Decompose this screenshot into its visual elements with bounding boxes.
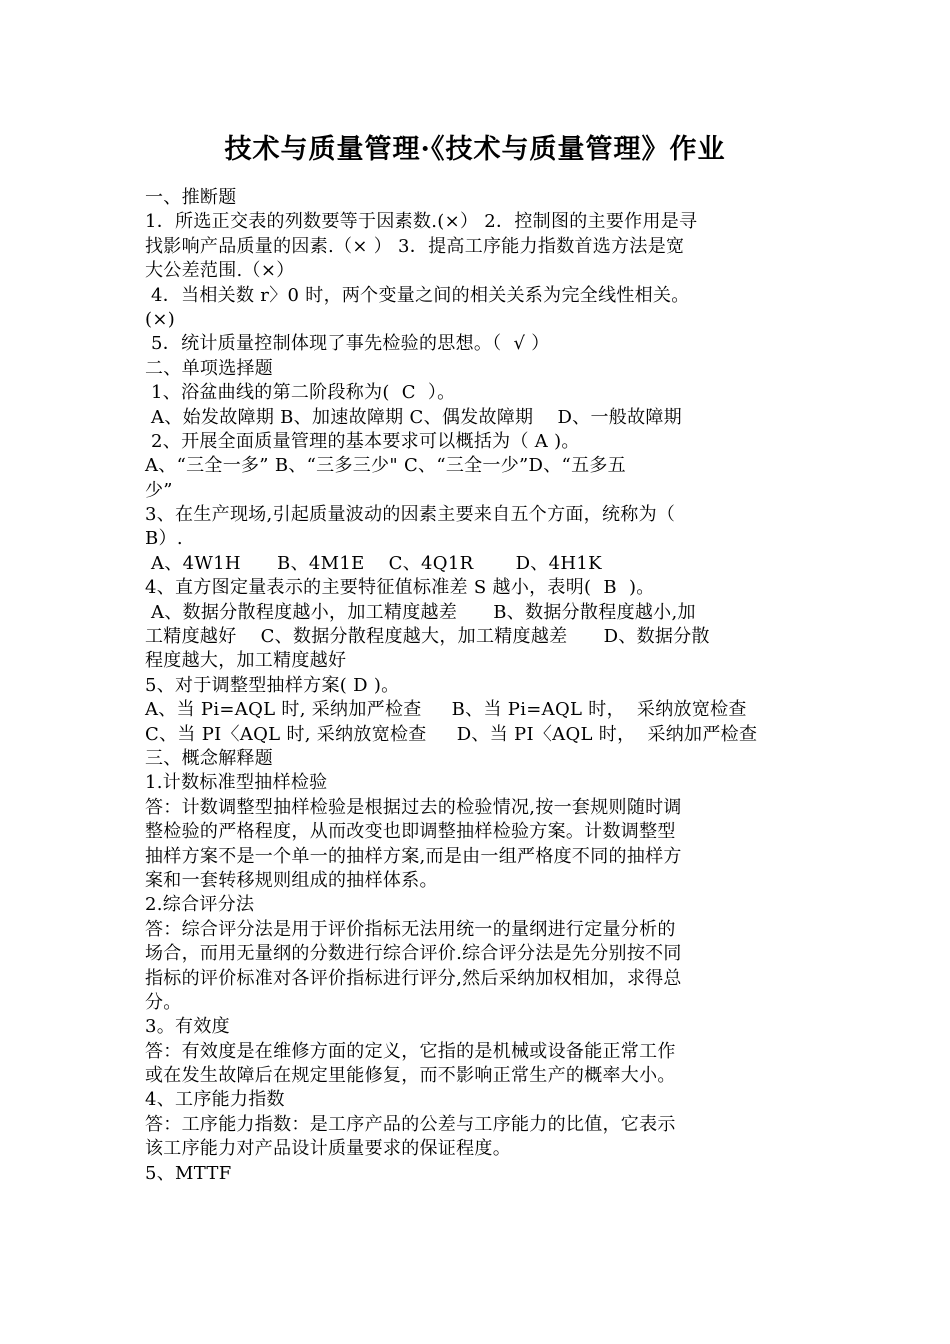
text-line: 少” — [145, 479, 173, 501]
text-line: 程度越大，加工精度越好 — [145, 650, 347, 672]
text-line: 工精度越好 C、数据分散程度越大，加工精度越差 D、数据分散 — [145, 626, 710, 648]
section-heading-judgment: 一、推断题 — [145, 187, 237, 208]
text-line: 大公差范围.（×） — [145, 260, 295, 282]
text-line: A、始发故障期 B、加速故障期 C、偶发故障期 D、一般故障期 — [145, 406, 682, 428]
text-line: 3。有效度 — [145, 1016, 230, 1038]
text-line: 1.计数标准型抽样检验 — [145, 772, 328, 794]
text-line: 4、直方图定量表示的主要特征值标准差 S 越小，表明( B )。 — [145, 577, 655, 599]
document-title: 技术与质量管理·《技术与质量管理》作业 — [224, 134, 726, 165]
text-line: 4．当相关数 r〉0 时，两个变量之间的相关关系为完全线性相关。 — [145, 284, 690, 306]
text-line: 5、MTTF — [145, 1162, 232, 1184]
text-line: 答：综合评分法是用于评价指标无法用统一的量纲进行定量分析的 — [145, 918, 676, 940]
text-line: 案和一套转移规则组成的抽样体系。 — [145, 869, 438, 891]
text-line: A、“三全一多” B、“三多三少" C、“三全一少”D、“五多五 — [145, 455, 626, 477]
text-line: C、当 PI〈AQL 时, 采纳放宽检查 D、当 PI〈AQL 时， 采纳加严检查 — [145, 723, 758, 745]
section-heading-single-choice: 二、单项选择题 — [145, 357, 274, 379]
text-line: 2、开展全面质量管理的基本要求可以概括为（ A )。 — [145, 430, 580, 452]
text-line: 分。 — [145, 991, 182, 1013]
text-line: 5．统计质量控制体现了事先检验的思想。（ √ ） — [145, 333, 550, 355]
text-line: 5、对于调整型抽样方案( D )。 — [145, 674, 400, 696]
text-line: 或在发生故障后在规定里能修复，而不影响正常生产的概率大小。 — [145, 1065, 676, 1087]
text-line: 4、工序能力指数 — [145, 1089, 285, 1111]
text-line: B）. — [145, 528, 183, 550]
document-body — [145, 186, 807, 1186]
text-line: 找影响产品质量的因素.（× ） 3．提高工序能力指数首选方法是宽 — [145, 235, 685, 257]
text-line: 1、浴盆曲线的第二阶段称为( C ）。 — [145, 382, 456, 404]
text-line: A、当 Pi=AQL 时, 采纳加严检查 B、当 Pi=AQL 时， 采纳放宽检查 — [145, 699, 747, 721]
text-line: 场合，而用无量纲的分数进行综合评价.综合评分法是先分别按不同 — [145, 943, 682, 965]
text-line: 答：计数调整型抽样检验是根据过去的检验情况,按一套规则随时调 — [145, 796, 682, 818]
text-line: 3、在生产现场,引起质量波动的因素主要来自五个方面，统称为（ — [145, 504, 676, 526]
text-line: 整检验的严格程度，从而改变也即调整抽样检验方案。计数调整型 — [145, 821, 676, 843]
text-line: 答：工序能力指数：是工序产品的公差与工序能力的比值，它表示 — [145, 1113, 676, 1135]
text-line: 1．所选正交表的列数要等于因素数.(×） 2．控制图的主要作用是寻 — [145, 211, 698, 233]
section-heading-concepts: 三、概念解释题 — [145, 747, 274, 769]
text-line: 答：有效度是在维修方面的定义，它指的是机械或设备能正常工作 — [145, 1040, 676, 1062]
text-line: (×) — [145, 308, 176, 330]
text-line: A、数据分散程度越小，加工精度越差 B、数据分散程度越小,加 — [145, 601, 696, 623]
text-line: 指标的评价标准对各评价指标进行评分,然后采纳加权相加，求得总 — [145, 967, 682, 989]
text-line: 2.综合评分法 — [145, 894, 255, 916]
text-line: A、4W1H B、4M1E C、4Q1R D、4H1K — [145, 552, 602, 574]
text-line: 该工序能力对产品设计质量要求的保证程度。 — [145, 1138, 511, 1160]
text-line: 抽样方案不是一个单一的抽样方案,而是由一组严格度不同的抽样方 — [145, 845, 682, 867]
